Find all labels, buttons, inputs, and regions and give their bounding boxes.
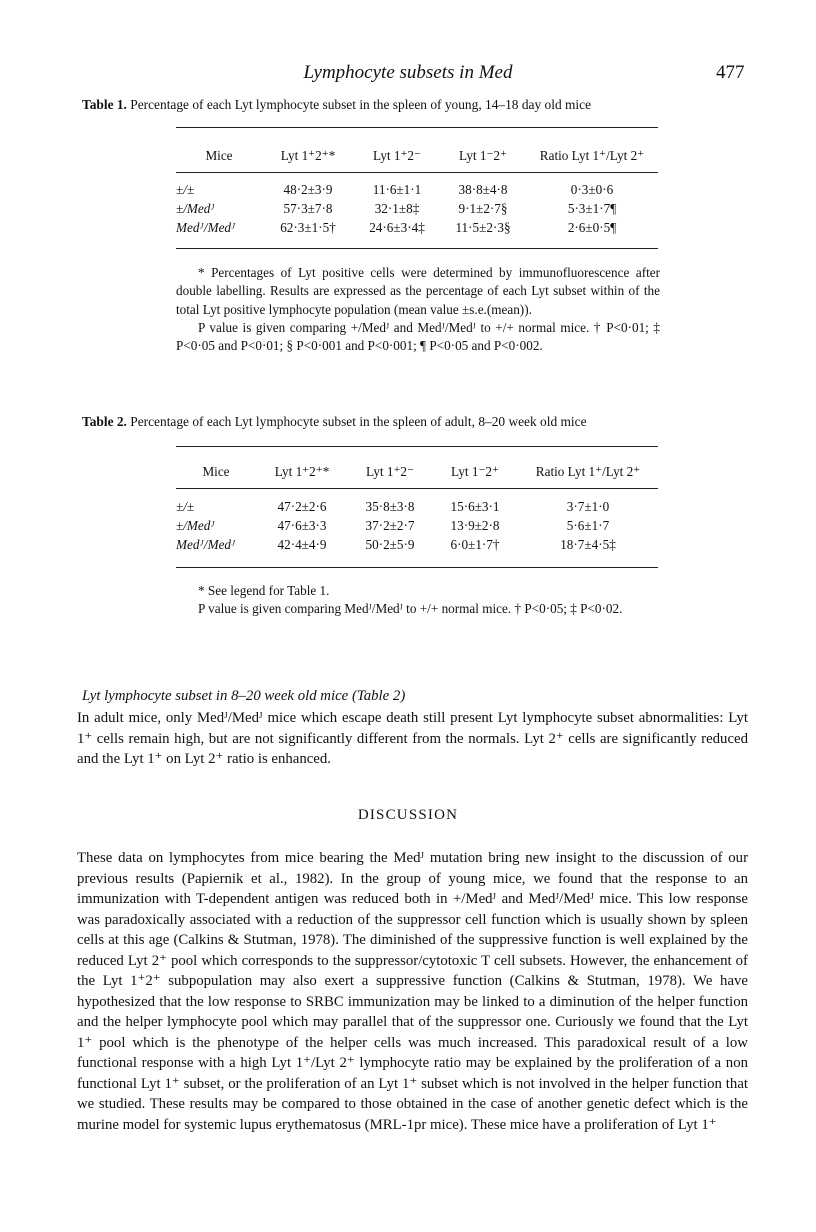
table1-col-lyt-1m2p: Lyt 1⁻2⁺: [459, 148, 507, 163]
table2-r1-c2: 35·8±3·8: [365, 498, 415, 514]
table2-col-lyt-1p2m: Lyt 1⁺2⁻: [366, 464, 414, 479]
table1-r1-c2: 11·6±1·1: [372, 181, 422, 197]
table1-r2-c3: 9·1±2·7§: [458, 200, 508, 216]
table2-label: Table 2.: [82, 414, 127, 429]
discussion-heading: DISCUSSION: [357, 807, 459, 823]
table2-r2-c1: 47·6±3·3: [277, 517, 327, 533]
table1-r3-c3: 11·5±2·3§: [455, 219, 511, 235]
table1-r2-c4: 5·3±1·7¶: [567, 200, 617, 216]
table-row: [176, 497, 658, 516]
table1-r1-mice: ±/±: [176, 181, 195, 197]
table-row: [176, 199, 658, 218]
table2-footnote-1: * See legend for Table 1.: [198, 583, 330, 598]
table-row: [176, 516, 658, 535]
page-number: 477: [716, 62, 745, 83]
table2-header-rule: [176, 488, 658, 489]
table2-col-lyt-1p2p: Lyt 1⁺2⁺*: [274, 464, 330, 479]
table1-col-lyt-1p2m: Lyt 1⁺2⁻: [373, 148, 421, 163]
running-title: Lymphocyte subsets in Med: [303, 62, 513, 83]
discussion-text: These data on lymphocytes from mice bearing the Medᴶ mutation bring new insight to the discussion of our previous results (Papiernik et al., 1982). In the group of young mice, we found that the response to an immunization with T-dependent antigen was reduced both in +/Medᴶ and Medᴶ/Medᴶ mice. This low response was paradoxically associated with a reduction of the suppressor cell function which is usually shown by spleen cells at this age (Calkins & Stutman, 1978). The diminished of the suppressive function is well explained by the reduced Lyt 2⁺ pool which corresponds to the suppressor/cytotoxic T cell subsets. However, the enhancement of the Lyt 1⁺2⁺ subpopulation may also exert a suppressive function (Calkins & Stutman, 1978). We have hypothesized that the low response to SRBC immunization may be linked to a diminution of the helper function and the helper lymphocyte pool which may parallel that of the suppressor one. Curiously we found that the Lyt 1⁺ pool which is the phenotype of the helper cells was much increased. This paradoxical result of a low functional response with a high Lyt 1⁺/Lyt 2⁺ lymphocyte ratio may be explained by the proliferation of a non functional Lyt 1⁺ subset, or the proliferation of an Lyt 1⁺ subset which is not involved in the helper function that we studied. These results may be compared to those obtained in the case of another genetic defect which is the murine model for systemic lupus erythematosus (MRL-1pr mice). These mice have a proliferation of Lyt 1⁺: [77, 850, 748, 1133]
table2-r3-c4: 18·7±4·5‡: [560, 536, 616, 552]
table1-body: [176, 180, 658, 237]
table2-r1-c3: 15·6±3·1: [450, 498, 500, 514]
table2-body: [176, 497, 658, 554]
table-row: [176, 180, 658, 199]
table2-r2-c3: 13·9±2·8: [450, 517, 500, 533]
table1-r3-mice: Medᴶ/Medᴶ: [176, 219, 236, 235]
table2-r2-mice: ±/Medᴶ: [176, 517, 215, 533]
table1-r3-c4: 2·6±0·5¶: [567, 219, 617, 235]
table-row: [176, 535, 658, 554]
table2-footnote-2: P value is given comparing Medᴶ/Medᴶ to +/+ normal mice. † P<0·05; ‡ P<0·02.: [198, 601, 623, 617]
table2: [176, 457, 658, 487]
section-adult-paragraph: [77, 708, 748, 770]
table1-footnotes: [176, 264, 660, 355]
table1-col-mice: Mice: [205, 148, 233, 163]
table1-r1-c1: 48·2±3·9: [283, 181, 333, 197]
table2-title: Percentage of each Lyt lymphocyte subset in the spleen of adult, 8–20 week old mice: [130, 414, 587, 429]
table2-r2-c4: 5·6±1·7: [566, 517, 610, 533]
table1-footnote-1: * Percentages of Lyt positive cells were determined by immunofluorescence after double labelling. Results are expressed as the percentage of each Lyt subset within of the total Lyt positive lymphocyte population (mean value ±s.e.(mean)).: [176, 265, 660, 317]
table2-caption: [82, 414, 587, 430]
table2-col-ratio: Ratio Lyt 1⁺/Lyt 2⁺: [535, 464, 641, 479]
table1-r1-c3: 38·8±4·8: [458, 181, 508, 197]
section-adult-text: In adult mice, only Medᴶ/Medᴶ mice which escape death still present Lyt lymphocyte subset abnormalities: Lyt 1⁺ cells remain high, but are not significantly different from the normals. Lyt 2⁺ cells are significantly reduced and the Lyt 1⁺ on Lyt 2⁺ ratio is enhanced.: [77, 710, 748, 767]
table1-r2-c2: 32·1±8‡: [374, 200, 420, 216]
table1-top-rule: [176, 127, 658, 128]
table2-r3-c1: 42·4±4·9: [277, 536, 327, 552]
table1-r3-c2: 24·6±3·4‡: [369, 219, 425, 235]
table1-col-lyt-1p2p: Lyt 1⁺2⁺*: [280, 148, 336, 163]
table1-header-row: [176, 141, 658, 171]
table1-r1-c4: 0·3±0·6: [570, 181, 614, 197]
table1-footnote-2: P value is given comparing +/Medᴶ and Medᴶ/Medᴶ to +/+ normal mice. † P<0·01; ‡ P<0·05 and P<0·01; § P<0·001 and P<0·001; ¶ P<0·05 and P<0·002.: [176, 319, 660, 354]
table2-r2-c2: 37·2±2·7: [365, 517, 415, 533]
table2-header-row: [176, 457, 658, 487]
table1-label: Table 1.: [82, 97, 127, 112]
table2-col-lyt-1m2p: Lyt 1⁻2⁺: [451, 464, 499, 479]
section-heading-adult: Lyt lymphocyte subset in 8–20 week old mice (Table 2): [82, 688, 406, 704]
table1-bottom-rule: [176, 248, 658, 249]
table2-col-mice: Mice: [202, 464, 230, 479]
table2-r3-c2: 50·2±5·9: [365, 536, 415, 552]
table-row: [176, 218, 658, 237]
table2-footnotes: [176, 582, 660, 619]
table2-r1-mice: ±/±: [176, 498, 195, 514]
table1: [176, 141, 658, 171]
table1-r2-mice: ±/Medᴶ: [176, 200, 215, 216]
table2-r1-c1: 47·2±2·6: [277, 498, 327, 514]
discussion-paragraph: [77, 848, 748, 1135]
table1-r2-c1: 57·3±7·8: [283, 200, 333, 216]
table2-r3-c3: 6·0±1·7†: [450, 536, 500, 552]
table2-top-rule: [176, 446, 658, 447]
table1-title: Percentage of each Lyt lymphocyte subset in the spleen of young, 14–18 day old mice: [130, 97, 592, 112]
table2-r1-c4: 3·7±1·0: [566, 498, 610, 514]
table1-r3-c1: 62·3±1·5†: [280, 219, 336, 235]
table1-col-ratio: Ratio Lyt 1⁺/Lyt 2⁺: [539, 148, 645, 163]
table1-header-rule: [176, 172, 658, 173]
table1-caption: [82, 97, 591, 113]
table2-r3-mice: Medᴶ/Medᴶ: [176, 536, 236, 552]
table2-bottom-rule: [176, 567, 658, 568]
